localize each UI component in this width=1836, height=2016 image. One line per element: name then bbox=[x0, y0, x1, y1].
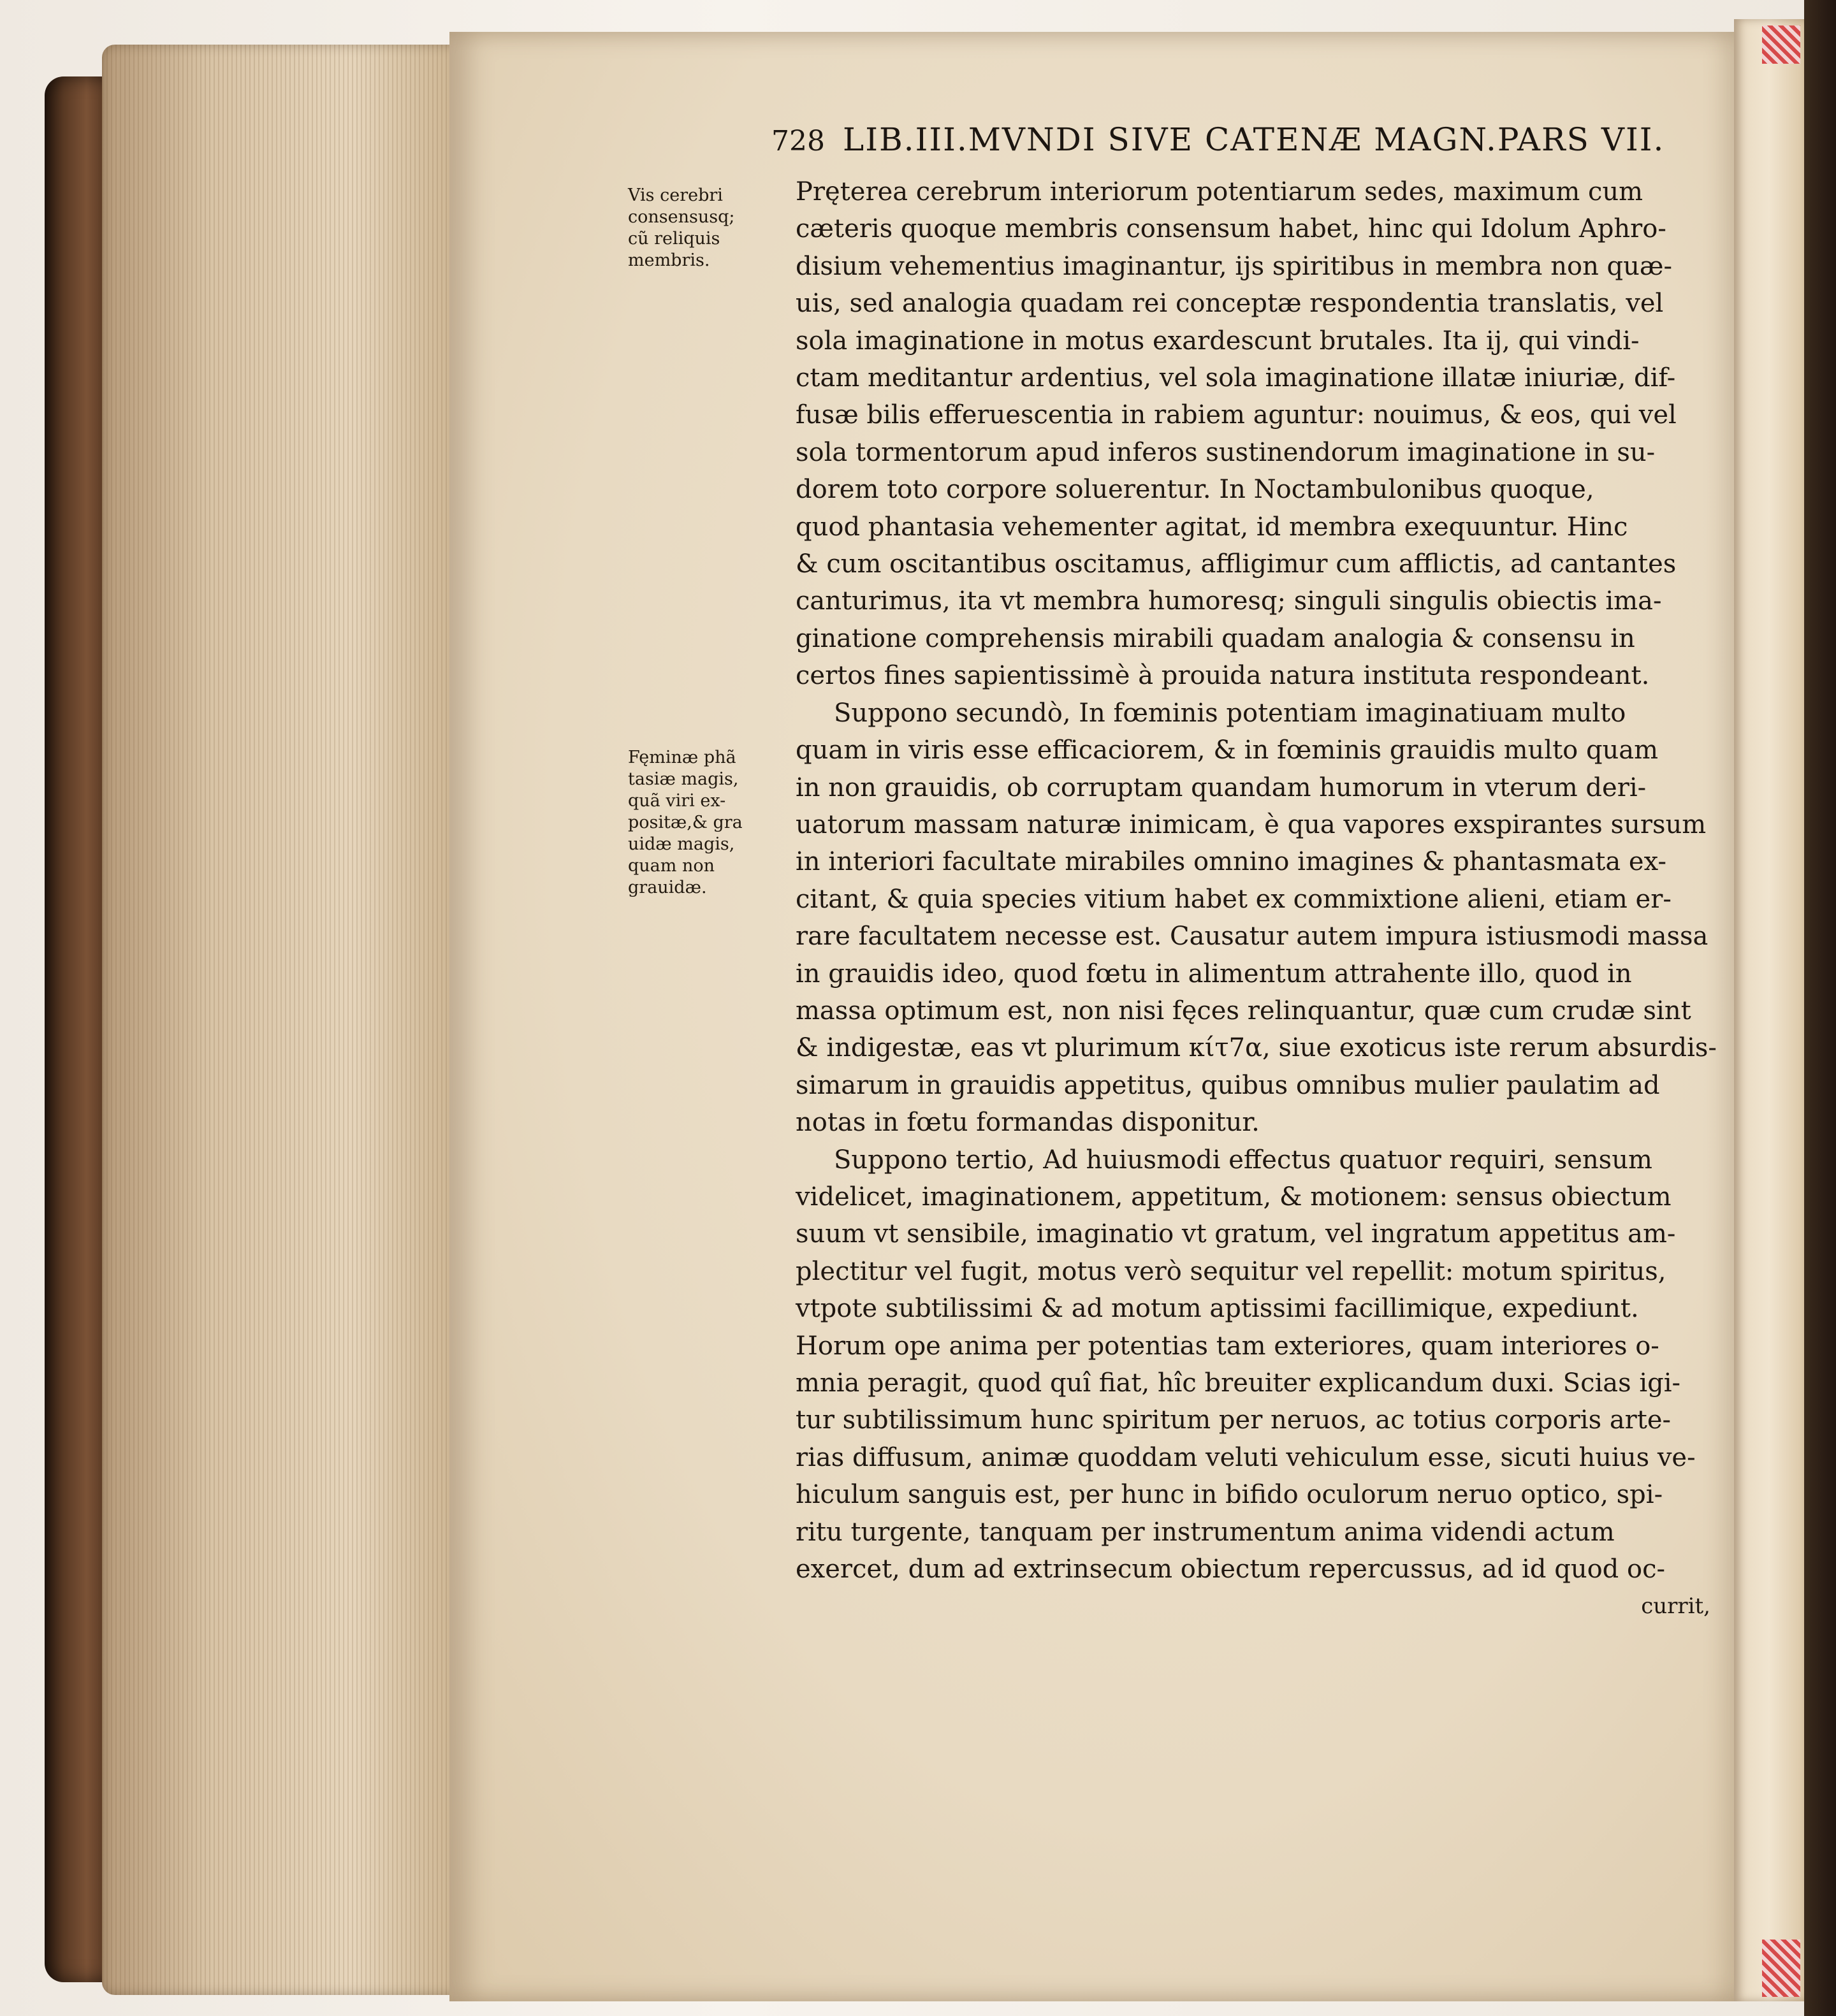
text-line: simarum in grauidis appetitus, quibus omnibus mulier paulatim ad bbox=[796, 1070, 1660, 1100]
text-line: sola imaginatione in motus exardescunt brutales. Ita ij, qui vindi- bbox=[796, 326, 1640, 356]
text-line: mnia peragit, quod quî fiat, hîc breuiter explicandum duxi. Scias igi- bbox=[796, 1368, 1681, 1398]
text-line: tur subtilissimum hunc spiritum per neruos, ac totius corporis arte- bbox=[796, 1405, 1672, 1435]
text-line: cæteris quoque membris consensum habet, hinc qui Idolum Aphro- bbox=[796, 214, 1666, 244]
text-line: in non grauidis, ob corruptam quandam humorum in vterum deri- bbox=[796, 772, 1647, 802]
running-head: LIB.III.MVNDI SIVE CATENÆ MAGN.PARS VII. bbox=[842, 121, 1665, 158]
margin-note-line: positæ,& gra bbox=[628, 813, 743, 832]
facing-page-edge bbox=[1734, 19, 1804, 2001]
margin-note-line: grauidæ. bbox=[628, 878, 707, 897]
text-line: disium vehementius imaginantur, ijs spiritibus in membra non quæ- bbox=[796, 251, 1673, 281]
catchword: currit, bbox=[1641, 1593, 1710, 1620]
text-line: certos fines sapientissimè à prouida natura instituta respondeant. bbox=[796, 661, 1650, 691]
text-line: massa optimum est, non nisi fęces relinquantur, quæ cum crudæ sint bbox=[796, 996, 1691, 1026]
text-line: uatorum massam naturæ inimicam, è qua vapores exspirantes sursum bbox=[796, 809, 1707, 839]
text-line: rias diffusum, animæ quoddam veluti vehiculum esse, sicuti huius ve- bbox=[796, 1442, 1696, 1472]
text-line: ginatione comprehensis mirabili quadam analogia & consensu in bbox=[796, 623, 1635, 653]
text-line: ritu turgente, tanquam per instrumentum anima videndi actum bbox=[796, 1517, 1615, 1547]
margin-note-line: uidæ magis, bbox=[628, 834, 735, 854]
text-line: exercet, dum ad extrinsecum obiectum repercussus, ad id quod oc- bbox=[796, 1555, 1665, 1585]
text-line: fusæ bilis efferuescentia in rabiem aguntur: nouimus, & eos, qui vel bbox=[796, 400, 1677, 430]
text-line: videlicet, imaginationem, appetitum, & motionem: sensus obiectum bbox=[796, 1182, 1672, 1212]
text-line: & cum oscitantibus oscitamus, affligimur cum afflictis, ad cantantes bbox=[796, 549, 1677, 579]
page-number: 728 bbox=[771, 125, 825, 157]
margin-note-line: consensusq; bbox=[628, 207, 735, 227]
margin-note-line: cũ reliquis bbox=[628, 229, 720, 249]
cover-edge bbox=[1804, 0, 1836, 2016]
text-line: citant, & quia species vitium habet ex commixtione alieni, etiam er- bbox=[796, 884, 1672, 914]
text-line: Suppono tertio, Ad huiusmodi effectus quatuor requiri, sensum bbox=[834, 1145, 1652, 1175]
margin-note-line: quam non bbox=[628, 856, 715, 876]
text-line: uis, sed analogia quadam rei conceptæ respondentia translatis, vel bbox=[796, 289, 1664, 319]
text-line: vtpote subtilissimi & ad motum aptissimi facillimique, expediunt. bbox=[796, 1294, 1639, 1324]
body-text bbox=[796, 173, 1736, 1625]
text-line: notas in fœtu formandas disponitur. bbox=[796, 1108, 1260, 1138]
margin-note-line: Vis cerebri bbox=[628, 185, 723, 205]
text-line: quam in viris esse efficaciorem, & in fœminis grauidis multo quam bbox=[796, 736, 1659, 765]
text-line: Pręterea cerebrum interiorum potentiarum sedes, maximum cum bbox=[796, 177, 1643, 207]
text-line: in interiori facultate mirabiles omnino imagines & phantasmata ex- bbox=[796, 847, 1666, 877]
text-line: Suppono secundò, In fœminis potentiam imaginatiuam multo bbox=[834, 698, 1626, 728]
margin-note-line: tasiæ magis, bbox=[628, 769, 739, 789]
text-line: in grauidis ideo, quod fœtu in alimentum attrahente illo, quod in bbox=[796, 959, 1632, 989]
margin-note bbox=[628, 185, 734, 272]
text-line: hiculum sanguis est, per hunc in bifido oculorum neruo optico, spi- bbox=[796, 1480, 1663, 1510]
text-line: ctam meditantur ardentius, vel sola imaginatione illatæ iniuriæ, dif- bbox=[796, 363, 1676, 393]
ribbon-marker-bottom bbox=[1762, 1940, 1800, 1997]
text-line: rare facultatem necesse est. Causatur autem impura istiusmodi massa bbox=[796, 922, 1708, 952]
margin-note-line: quã viri ex- bbox=[628, 791, 726, 811]
text-line: suum vt sensibile, imaginatio vt gratum, vel ingratum appetitus am- bbox=[796, 1219, 1676, 1249]
text-line: & indigestæ, eas vt plurimum κίτ7α, siue exoticus iste rerum absurdis- bbox=[796, 1033, 1717, 1063]
ribbon-marker-top bbox=[1762, 25, 1800, 64]
page-header bbox=[771, 121, 1728, 158]
margin-note bbox=[628, 747, 743, 899]
text-line: Horum ope anima per potentias tam exteriores, quam interiores o- bbox=[796, 1331, 1659, 1361]
text-line: sola tormentorum apud inferos sustinendorum imaginatione in su- bbox=[796, 437, 1656, 467]
text-line: quod phantasia vehementer agitat, id membra exequuntur. Hinc bbox=[796, 512, 1628, 542]
page-edges-stack bbox=[102, 45, 459, 1995]
margin-note-line: Fęminæ phã bbox=[628, 748, 736, 767]
margin-note-line: membris. bbox=[628, 250, 710, 270]
text-line: canturimus, ita vt membra humoresq; singuli singulis obiectis ima- bbox=[796, 586, 1662, 616]
text-line: dorem toto corpore soluerentur. In Noctambulonibus quoque, bbox=[796, 475, 1594, 505]
text-line: plectitur vel fugit, motus verò sequitur vel repellit: motum spiritus, bbox=[796, 1256, 1666, 1286]
